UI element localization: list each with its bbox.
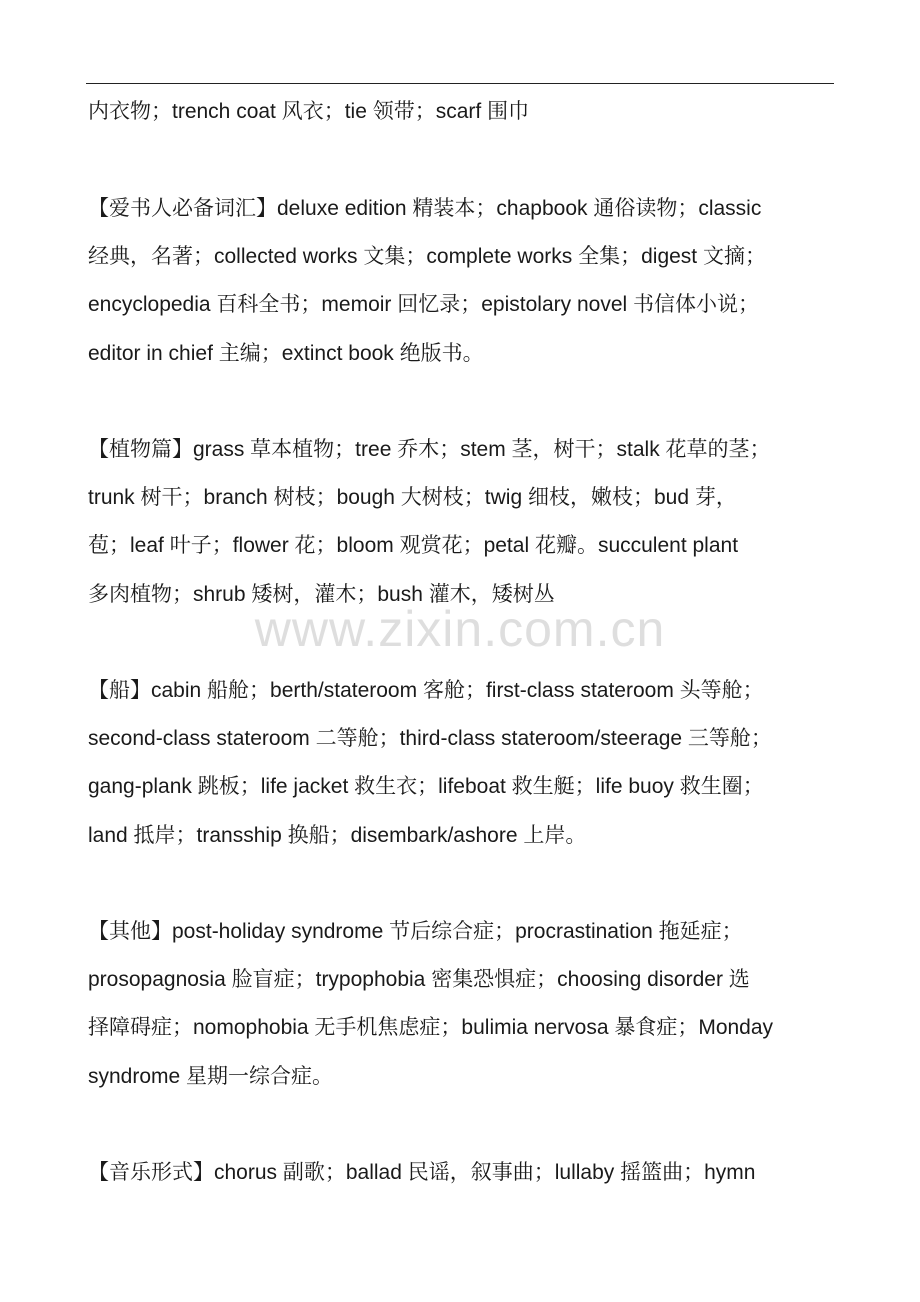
paragraph-book-lover-vocabulary [88, 185, 838, 378]
text-line: 经典，名著；collected works 文集；complete works 全集；digest 文摘； [88, 245, 766, 269]
text-line: 择障碍症；nomophobia 无手机焦虑症；bulimia nervosa 暴食症；Monday [88, 1016, 774, 1040]
text-line: 【植物篇】grass 草本植物；tree 乔木；stem 茎，树干；stalk 花草的茎； [88, 438, 771, 461]
watermark: www.zixin.com.cn [254, 601, 666, 657]
text-line: 内衣物；trench coat 风衣；tie 领带；scarf 围巾 [88, 100, 530, 123]
text-line: 多肉植物；shrub 矮树，灌木；bush 灌木，矮树丛 [88, 582, 555, 606]
text-line: 【其他】post-holiday syndrome 节后综合症；procrastination 拖延症； [88, 920, 743, 943]
text-line: editor in chief 主编；extinct book 绝版书。 [88, 341, 484, 365]
text-line: 【船】cabin 船舱；berth/stateroom 客舱；first-class stateroom 头等舱； [88, 679, 764, 702]
text-line: gang-plank 跳板；life jacket 救生衣；lifeboat 救生艇；life buoy 救生圈； [88, 775, 764, 799]
paragraph-other [88, 908, 838, 1101]
paragraph-music-forms [88, 1149, 838, 1197]
text-line: second-class stateroom 二等舱；third-class stateroom/steerage 三等舱； [88, 727, 772, 751]
text-line: prosopagnosia 脸盲症；trypophobia 密集恐惧症；choosing disorder 选 [88, 968, 750, 992]
text-line: trunk 树干；branch 树枝；bough 大树枝；twig 细枝，嫩枝；bud 芽， [88, 486, 737, 510]
text-line: land 抵岸；transship 换船；disembark/ashore 上岸。 [88, 823, 587, 847]
text-line: syndrome 星期一综合症。 [88, 1064, 334, 1088]
text-line: encyclopedia 百科全书；memoir 回忆录；epistolary novel 书信体小说； [88, 293, 760, 317]
paragraph-clothing-continued [88, 88, 838, 136]
paragraph-ship [88, 667, 838, 860]
text-line: 苞；leaf 叶子；flower 花；bloom 观赏花；petal 花瓣。succulent plant [88, 534, 739, 558]
text-line: 【音乐形式】chorus 副歌；ballad 民谣，叙事曲；lullaby 摇篮曲；hymn [88, 1161, 756, 1184]
paragraph-plants [88, 426, 838, 619]
top-horizontal-rule [86, 83, 834, 84]
text-line: 【爱书人必备词汇】deluxe edition 精装本；chapbook 通俗读物；classic [88, 197, 762, 220]
